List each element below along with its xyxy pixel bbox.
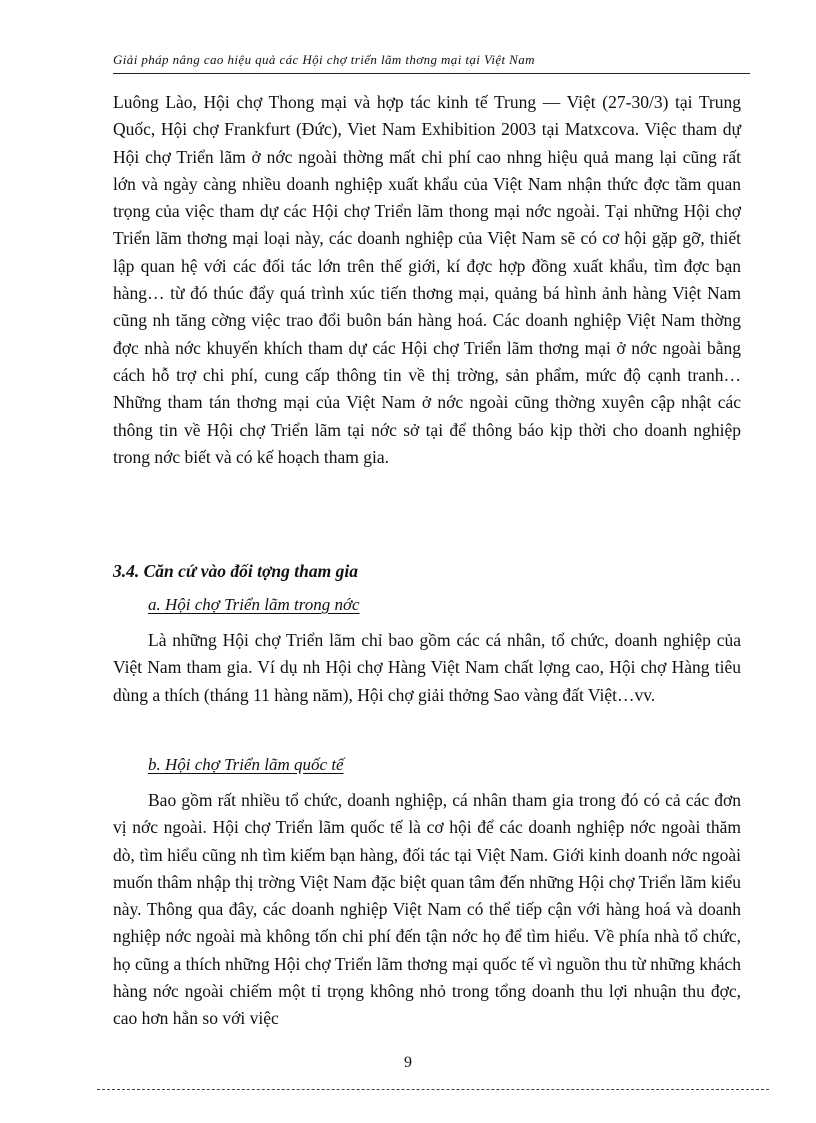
page-number: 9 [404, 1054, 412, 1071]
paragraph-international-fair: Bao gồm rất nhiều tổ chức, doanh nghiệp, cá nhân tham gia trong đó có cả các đơn vị nớc ngoài. Hội chợ Triển lãm quốc tế là cơ hội để các doanh nghiệp nớc ngoài thăm dò, tìm hiểu cũng nh tìm kiếm bạn hàng, đối tác tại Việt Nam. Giới kinh doanh nớc ngoài muốn thâm nhập thị trờng Việt Nam đặc biệt quan tâm đến những Hội chợ Triển lãm kiểu này. Thông qua đây, các doanh nghiệp Việt Nam có thể tiếp cận với hàng hoá và doanh nghiệp nớc ngoài mà không tốn chi phí đến tận nớc họ để tìm hiểu. Về phía nhà tổ chức, họ cũng a thích những Hội chợ Triển lãm thơng mại quốc tế vì nguồn thu từ những khách hàng nớc ngoài chiếm một tỉ trọng không nhỏ trong tổng doanh thu lợi nhuận thu đợc, cao hơn hẳn so với việc [113, 790, 741, 1029]
subheading-international-fair: b. Hội chợ Triển lãm quốc tế [148, 755, 344, 774]
subheading-domestic-fair: a. Hội chợ Triển lãm trong nớc [148, 595, 360, 614]
paragraph-trade-fairs-abroad: Luông Lào, Hội chợ Thong mại và hợp tác kinh tế Trung — Việt (27-30/3) tại Trung Quốc, Hội chợ Frankfurt (Đức), Viet Nam Exhibition 2003 tại Matxcova. Việc tham dự Hội chợ Triển lãm ở nớc ngoài thờng mất chi phí cao nhng hiệu quả mang lại cũng rất lớn và ngày càng nhiều doanh nghiệp xuất khẩu của Việt Nam nhận thức đợc tầm quan trọng của việc tham dự các Hội chợ Triển lãm thong mại nớc ngoài. Tại những Hội chợ Triển lãm thơng mại loại này, các doanh nghiệp của Việt Nam sẽ có cơ hội gặp gỡ, thiết lập quan hệ với các đối tác lớn trên thế giới, kí đợc hợp đồng xuất khẩu, tìm đợc bạn hàng… từ đó thúc đẩy quá trình xúc tiến thơng mại, quảng bá hình ảnh hàng Việt Nam cũng nh tăng cờng việc trao đổi buôn bán hàng hoá. Các doanh nghiệp Việt Nam thờng đợc nhà nớc khuyến khích tham dự các Hội chợ Triển lãm thơng mại ở nớc ngoài bằng cách hỗ trợ chi phí, cung cấp thông tin về thị trờng, sản phẩm, mức độ cạnh tranh… Những tham tán thơng mại của Việt Nam ở nớc ngoài cũng thờng xuyên cập nhật các thông tin về Hội chợ Triển lãm tại nớc sở tại để thông báo kịp thời cho doanh nghiệp trong nớc biết và có kế hoạch tham gia. [113, 92, 741, 467]
paragraph-domestic-fair: Là những Hội chợ Triển lãm chỉ bao gồm các cá nhân, tổ chức, doanh nghiệp của Việt Nam tham gia. Ví dụ nh Hội chợ Hàng Việt Nam chất lợng cao, Hội chợ Hàng tiêu dùng a thích (tháng 11 hàng năm), Hội chợ giải thởng Sao vàng đất Việt…vv. [113, 630, 741, 705]
section-heading: 3.4. Căn cứ vào đối tợng tham gia [113, 561, 358, 581]
header-rule [113, 73, 750, 74]
running-header: Giải pháp nâng cao hiệu quả các Hội chợ triển lãm thơng mại tại Việt Nam [113, 52, 535, 67]
footer-rule [97, 1089, 769, 1090]
